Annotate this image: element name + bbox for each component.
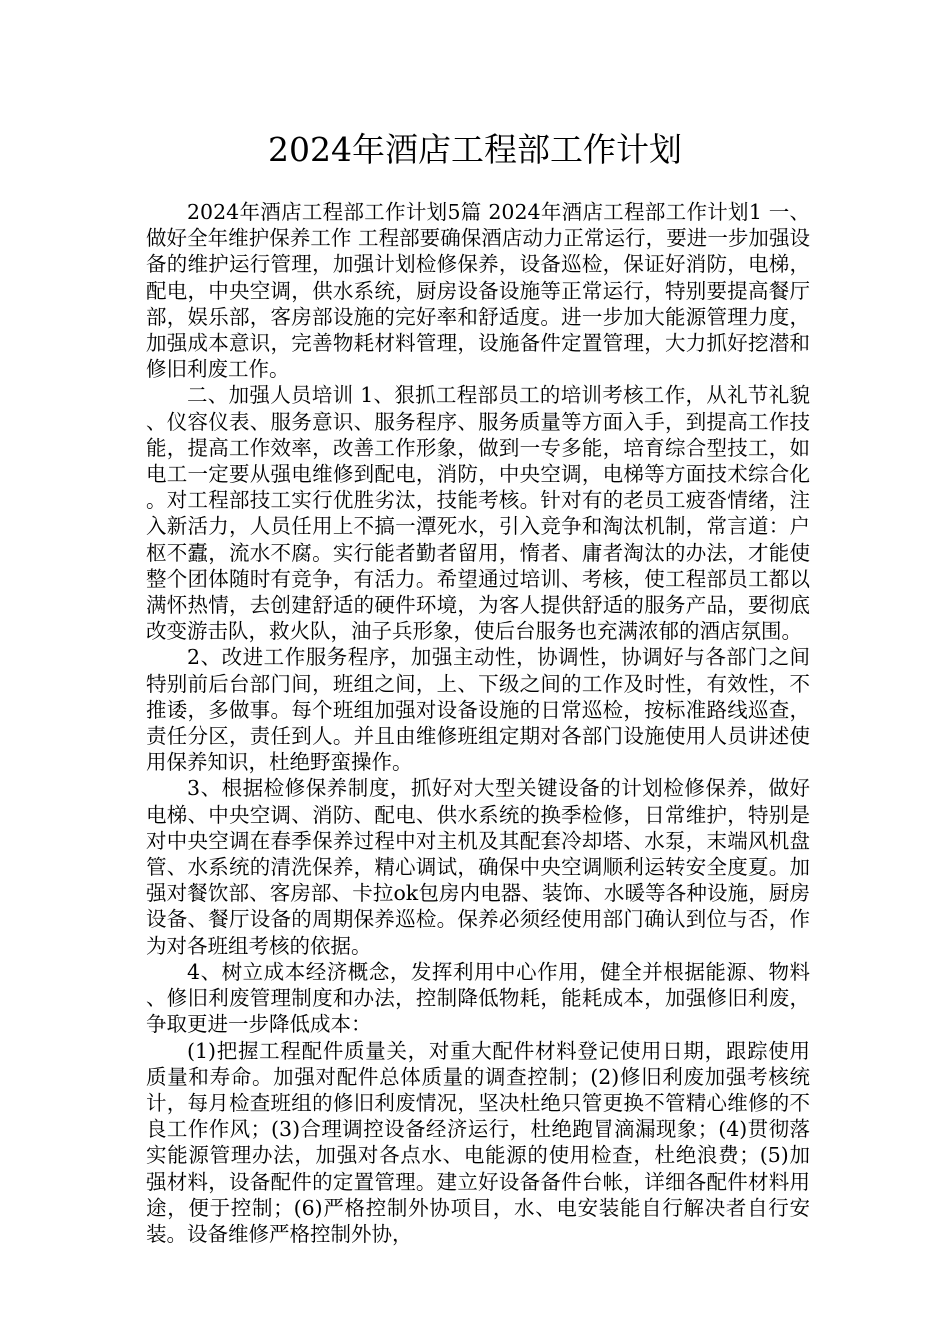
paragraph-training: 二、加强人员培训 1、狠抓工程部员工的培训考核工作，从礼节礼貌、仪容仪表、服务意识、服务程序、服务质量等方面入手，到提高工作技能，提高工作效率，改善工作形象，做到一专多能，培育综合型技工，如电工一定要从强电维修到配电，消防，中央空调，电梯等方面技术综合化。对工程部技工实行优胜劣汰，技能考核。针对有的老员工疲沓情绪，注入新活力，人员任用上不搞一潭死水，引入竞争和淘汰机制，常言道：户枢不蠹，流水不腐。实行能者勤者留用，惰者、庸者淘汰的办法，才能使整个团体随时有竞争，有活力。希望通过培训、考核，使工程部员工都以满怀热情，去创建舒适的硬件环境，为客人提供舒适的服务产品，要彻底改变游击队，救火队，油子兵形象，使后台服务也充满浓郁的酒店氛围。 bbox=[146, 383, 810, 644]
document-body bbox=[146, 199, 810, 1247]
paragraph-maintenance: 3、根据检修保养制度，抓好对大型关键设备的计划检修保养，做好电梯、中央空调、消防、配电、供水系统的换季检修，日常维护，特别是对中央空调在春季保养过程中对主机及其配套冷却塔、水泵，末端风机盘管、水系统的清洗保养，精心调试，确保中央空调顺利运转安全度夏。加强对餐饮部、客房部、卡拉ok包房内电器、装饰、水暖等各种设施，厨房设备、餐厅设备的周期保养巡检。保养必须经使用部门确认到位与否，作为对各班组考核的依据。 bbox=[146, 776, 810, 958]
paragraph-service-procedure: 2、改进工作服务程序，加强主动性，协调性，协调好与各部门之间特别前后台部门间，班组之间，上、下级之间的工作及时性，有效性，不推诿，多做事。每个班组加强对设备设施的日常巡检，按标准路线巡查，责任分区，责任到人。并且由维修班组定期对各部门设施使用人员讲述使用保养知识，杜绝野蛮操作。 bbox=[146, 645, 810, 775]
document-title: 2024年酒店工程部工作计划 bbox=[268, 130, 682, 169]
paragraph-intro: 2024年酒店工程部工作计划5篇 2024年酒店工程部工作计划1 一、做好全年维护保养工作 工程部要确保酒店动力正常运行，要进一步加强设备的维护运行管理，加强计划检修保养，设备巡检，保证好消防，电梯，配电，中央空调，供水系统，厨房设备设施等正常运行，特别要提高餐厅部，娱乐部，客房部设施的完好率和舒适度。进一步加大能源管理力度，加强成本意识，完善物耗材料管理，设施备件定置管理，大力抓好挖潜和修旧利废工作。 bbox=[146, 200, 810, 382]
paragraph-cost-items: (1)把握工程配件质量关，对重大配件材料登记使用日期，跟踪使用质量和寿命。加强对配件总体质量的调查控制；(2)修旧利废加强考核统计，每月检查班组的修旧利废情况，坚决杜绝只管更换不管精心维修的不良工作作风；(3)合理调控设备经济运行，杜绝跑冒滴漏现象；(4)贯彻落实能源管理办法，加强对各点水、电能源的使用检查，杜绝浪费；(5)加强材料，设备配件的定置管理。建立好设备备件台帐，详细各配件材料用途，便于控制；(6)严格控制外协项目，水、电安装能自行解决者自行安装。设备维修严格控制外协， bbox=[146, 1038, 810, 1246]
paragraph-cost: 4、树立成本经济概念，发挥利用中心作用，健全并根据能源、物料、修旧利废管理制度和办法，控制降低物耗，能耗成本，加强修旧利废，争取更进一步降低成本： bbox=[146, 959, 810, 1037]
